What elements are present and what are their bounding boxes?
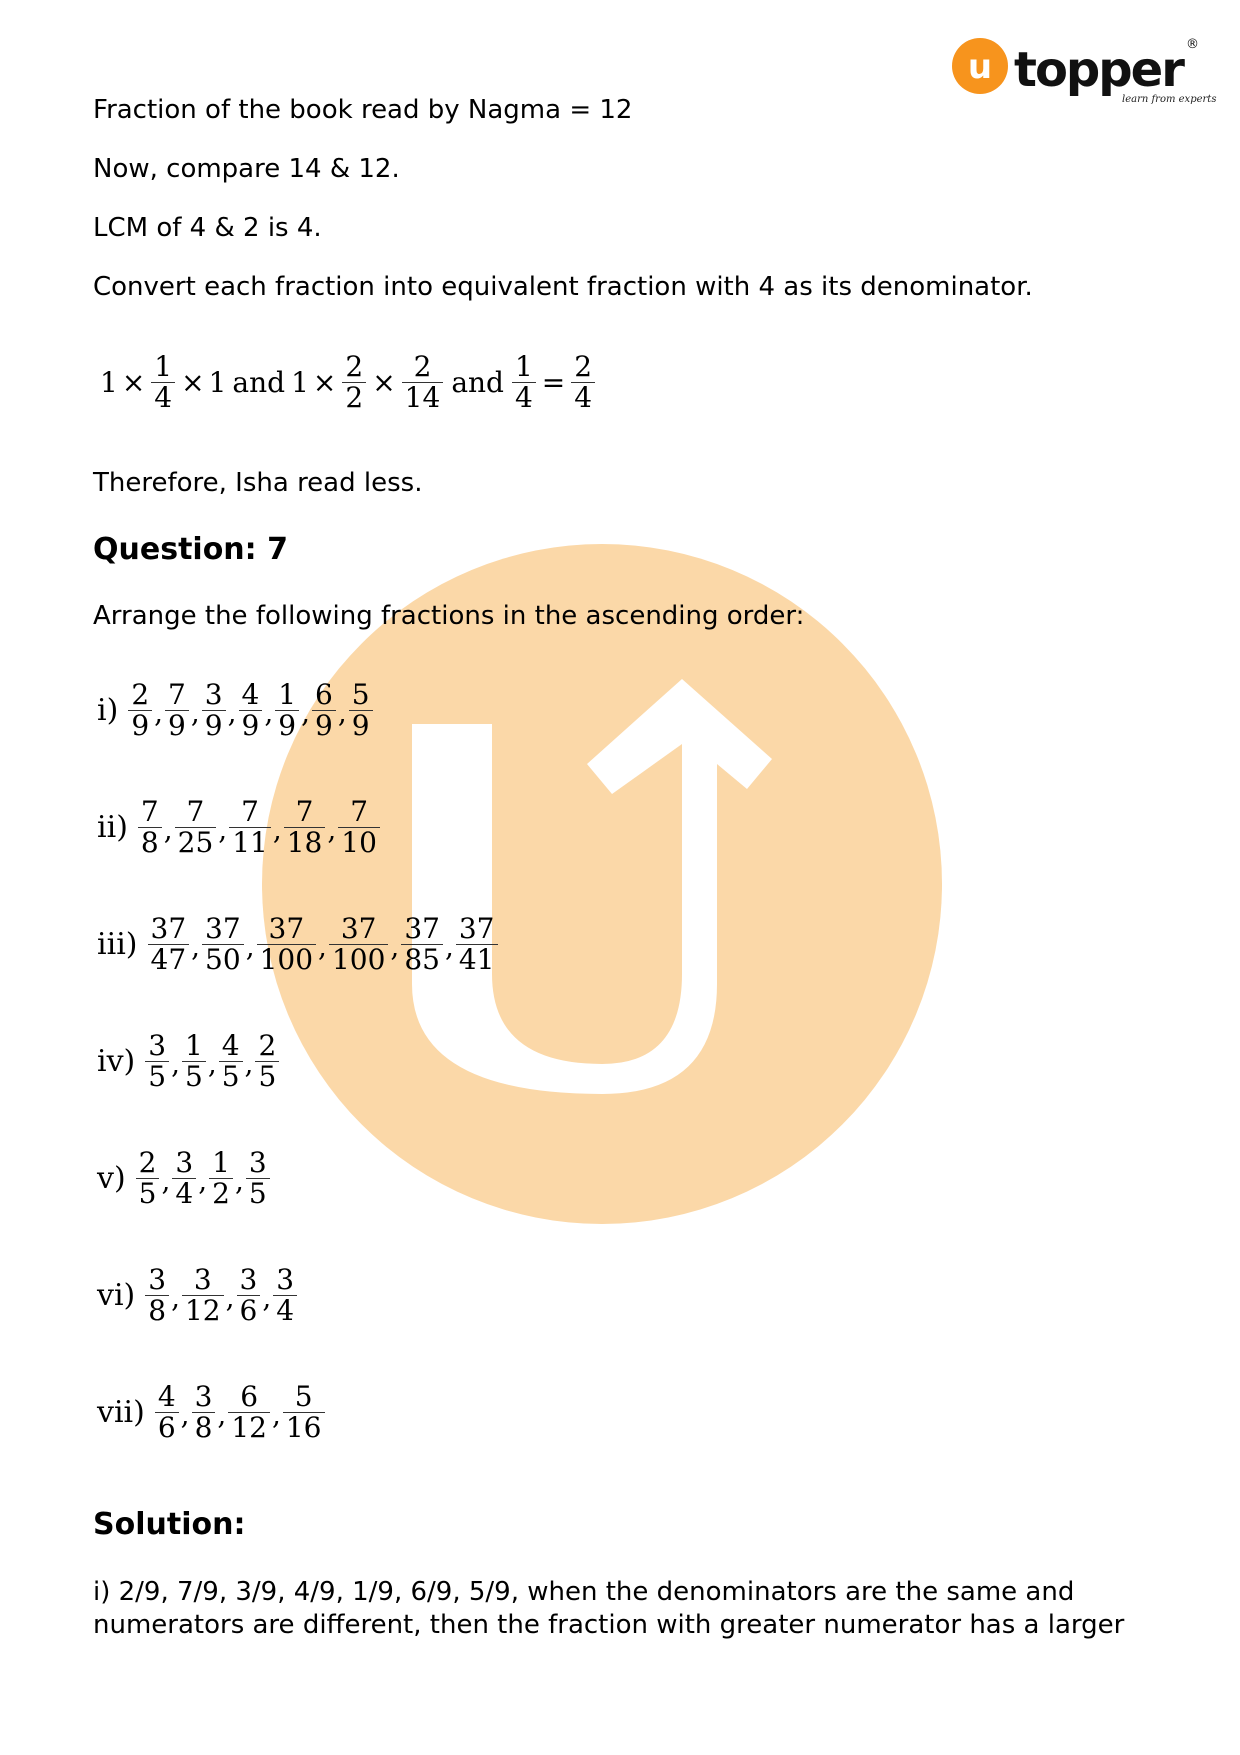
question-prompt: Arrange the following fractions in the ascending order: xyxy=(93,601,805,631)
numerator: 7 xyxy=(186,795,205,828)
fraction xyxy=(138,797,162,858)
denominator: 5 xyxy=(145,1061,169,1092)
comma-separator: , xyxy=(225,1281,235,1314)
comma-separator: , xyxy=(217,1398,227,1431)
fraction xyxy=(228,1382,270,1443)
denominator: 85 xyxy=(401,944,443,975)
numerator: 3 xyxy=(204,678,223,711)
numerator: 2 xyxy=(258,1029,277,1062)
fraction xyxy=(128,680,152,741)
question-item xyxy=(97,797,382,858)
eq-and: and xyxy=(451,366,504,399)
denominator: 100 xyxy=(329,944,388,975)
item-label: vii) xyxy=(97,1395,145,1430)
comma-separator: , xyxy=(271,1398,281,1431)
fraction xyxy=(136,1148,160,1209)
eq-term: 1 xyxy=(291,366,309,399)
comma-separator: , xyxy=(272,813,282,846)
question-item xyxy=(97,914,500,975)
topper-logo xyxy=(950,34,1217,114)
fraction: $\frac{2}{4}$ xyxy=(571,352,595,413)
comma-separator: , xyxy=(207,1047,217,1080)
denominator: 9 xyxy=(312,710,336,741)
logo-wordmark: topper xyxy=(1014,42,1183,98)
numerator: 37 xyxy=(150,912,187,945)
fraction xyxy=(456,914,498,975)
question-item xyxy=(97,1031,281,1092)
denominator: 8 xyxy=(192,1412,216,1443)
denominator: 9 xyxy=(128,710,152,741)
paragraph-lcm: LCM of 4 & 2 is 4. xyxy=(93,213,322,243)
denominator: 8 xyxy=(145,1295,169,1326)
denominator: 100 xyxy=(257,944,316,975)
comma-separator: , xyxy=(171,1047,180,1080)
fraction xyxy=(239,680,263,741)
comma-separator: , xyxy=(161,1164,171,1197)
fraction xyxy=(165,680,189,741)
comma-separator: , xyxy=(234,1164,244,1197)
comma-separator: , xyxy=(154,696,164,729)
comma-separator: , xyxy=(337,696,347,729)
comma-separator: , xyxy=(171,1281,180,1314)
logo-tagline: learn from experts xyxy=(1122,94,1217,105)
paragraph-nagma-fraction: Fraction of the book read by Nagma = 12 xyxy=(93,95,633,125)
question-item xyxy=(97,1148,272,1209)
paragraph-convert: Convert each fraction into equivalent fraction with 4 as its denominator. xyxy=(93,272,1033,302)
numerator: 37 xyxy=(205,912,241,945)
numerator: 7 xyxy=(168,678,186,711)
numerator: 4 xyxy=(157,1380,176,1413)
fraction xyxy=(155,1382,179,1443)
denominator: 12 xyxy=(182,1295,224,1326)
fraction xyxy=(175,797,217,858)
item-label: iii) xyxy=(97,927,138,962)
item-label: i) xyxy=(97,693,119,728)
numerator: 1 xyxy=(212,1146,230,1179)
fraction xyxy=(172,1148,196,1209)
fraction xyxy=(202,680,226,741)
fraction xyxy=(209,1148,233,1209)
comma-separator: , xyxy=(301,696,310,729)
numerator: 7 xyxy=(350,795,369,828)
question-heading: Question: 7 xyxy=(93,532,288,567)
comma-separator: , xyxy=(245,930,255,963)
denominator: 4 xyxy=(172,1178,196,1209)
denominator: 50 xyxy=(202,944,244,975)
denominator: 10 xyxy=(338,827,380,858)
denominator: 9 xyxy=(202,710,226,741)
comma-separator: , xyxy=(262,1281,272,1314)
fraction xyxy=(283,1382,325,1443)
denominator: 5 xyxy=(182,1061,206,1092)
denominator: 5 xyxy=(246,1178,270,1209)
item-label: v) xyxy=(97,1161,126,1196)
item-label: iv) xyxy=(97,1044,136,1079)
numerator: 1 xyxy=(184,1029,203,1062)
comma-separator: , xyxy=(191,930,201,963)
eq-term: 1 xyxy=(100,366,118,399)
numerator: 3 xyxy=(194,1380,213,1413)
denominator: 5 xyxy=(219,1061,243,1092)
fraction xyxy=(255,1031,279,1092)
denominator: 2 xyxy=(209,1178,233,1209)
fraction xyxy=(349,680,373,741)
numerator: 5 xyxy=(294,1380,313,1413)
fraction xyxy=(202,914,244,975)
equivalent-fraction-equation xyxy=(100,352,597,413)
numerator: 37 xyxy=(340,912,377,945)
fraction xyxy=(182,1265,224,1326)
denominator: 41 xyxy=(456,944,498,975)
denominator: 12 xyxy=(228,1412,270,1443)
numerator: 6 xyxy=(240,1380,259,1413)
solution-line-2: numerators are different, then the fraction with greater numerator has a larger xyxy=(93,1610,1125,1640)
numerator: 1 xyxy=(278,678,297,711)
comma-separator: , xyxy=(180,1398,190,1431)
denominator: 9 xyxy=(165,710,189,741)
numerator: 3 xyxy=(175,1146,194,1179)
eq-times: × xyxy=(372,366,396,399)
topper-logo-graphic xyxy=(950,34,1217,114)
logo-registered-mark: ® xyxy=(1186,37,1199,52)
denominator: 47 xyxy=(148,944,190,975)
paragraph-compare: Now, compare 14 & 12. xyxy=(93,154,400,184)
eq-equals: = xyxy=(541,366,566,399)
fraction xyxy=(145,1265,169,1326)
fraction xyxy=(182,1031,206,1092)
fraction xyxy=(219,1031,243,1092)
denominator: 25 xyxy=(175,827,217,858)
numerator: 3 xyxy=(276,1263,295,1296)
paragraph-conclusion: Therefore, Isha read less. xyxy=(93,468,423,498)
logo-mark: u xyxy=(967,47,993,87)
fraction xyxy=(246,1148,270,1209)
eq-times: × xyxy=(181,366,205,399)
denominator: 5 xyxy=(255,1061,279,1092)
numerator: 3 xyxy=(239,1263,258,1296)
denominator: 4 xyxy=(273,1295,297,1326)
question-item xyxy=(97,680,375,741)
denominator: 6 xyxy=(237,1295,261,1326)
denominator: 9 xyxy=(275,710,299,741)
solution-line-1: i) 2/9, 7/9, 3/9, 4/9, 1/9, 6/9, 5/9, when the denominators are the same and xyxy=(93,1577,1075,1607)
fraction xyxy=(401,914,443,975)
denominator: 5 xyxy=(136,1178,160,1209)
fraction: $\frac{2}{2}$ xyxy=(342,352,366,413)
fraction xyxy=(257,914,316,975)
fraction xyxy=(275,680,299,741)
eq-term: 1 xyxy=(208,366,227,399)
comma-separator: , xyxy=(244,1047,254,1080)
numerator: 4 xyxy=(241,678,260,711)
fraction xyxy=(284,797,326,858)
numerator: 4 xyxy=(221,1029,240,1062)
numerator: 37 xyxy=(458,912,495,945)
numerator: 7 xyxy=(140,795,159,828)
numerator: 6 xyxy=(314,678,333,711)
comma-separator: , xyxy=(390,930,400,963)
fraction xyxy=(229,797,271,858)
fraction xyxy=(273,1265,297,1326)
comma-separator: , xyxy=(190,696,200,729)
denominator: 18 xyxy=(284,827,326,858)
comma-separator: , xyxy=(318,930,327,963)
denominator: 9 xyxy=(349,710,373,741)
comma-separator: , xyxy=(218,813,228,846)
denominator: 11 xyxy=(229,827,271,858)
numerator: 7 xyxy=(241,795,259,828)
fraction xyxy=(192,1382,216,1443)
numerator: 37 xyxy=(404,912,440,945)
comma-separator: , xyxy=(198,1164,208,1197)
comma-separator: , xyxy=(444,930,454,963)
question-item xyxy=(97,1265,299,1326)
numerator: 2 xyxy=(131,678,150,711)
eq-times: × xyxy=(312,366,337,399)
denominator: 9 xyxy=(239,710,263,741)
numerator: 3 xyxy=(193,1263,212,1296)
watermark-logo xyxy=(262,544,942,1224)
eq-times: × xyxy=(121,366,146,399)
fraction: $\frac{1}{4}$ xyxy=(512,352,536,413)
numerator: 7 xyxy=(295,795,314,828)
numerator: 3 xyxy=(248,1146,267,1179)
numerator: 5 xyxy=(351,678,370,711)
fraction: $\frac{1}{4}$ xyxy=(151,352,175,413)
item-label: ii) xyxy=(97,810,128,845)
fraction xyxy=(312,680,336,741)
fraction xyxy=(145,1031,169,1092)
comma-separator: , xyxy=(327,813,337,846)
denominator: 16 xyxy=(283,1412,325,1443)
fraction xyxy=(237,1265,261,1326)
fraction: $\frac{2}{14}$ xyxy=(402,352,444,413)
fraction xyxy=(329,914,388,975)
numerator: 2 xyxy=(138,1146,157,1179)
numerator: 3 xyxy=(148,1263,167,1296)
comma-separator: , xyxy=(264,696,274,729)
fraction xyxy=(148,914,190,975)
solution-heading: Solution: xyxy=(93,1507,246,1542)
denominator: 8 xyxy=(138,827,162,858)
watermark-circle xyxy=(262,544,942,1224)
comma-separator: , xyxy=(227,696,237,729)
question-item xyxy=(97,1382,327,1443)
numerator: 3 xyxy=(148,1029,167,1062)
comma-separator: , xyxy=(163,813,173,846)
numerator: 37 xyxy=(268,912,305,945)
item-label: vi) xyxy=(97,1278,136,1313)
eq-and: and xyxy=(232,366,286,399)
denominator: 6 xyxy=(155,1412,179,1443)
fraction xyxy=(338,797,380,858)
